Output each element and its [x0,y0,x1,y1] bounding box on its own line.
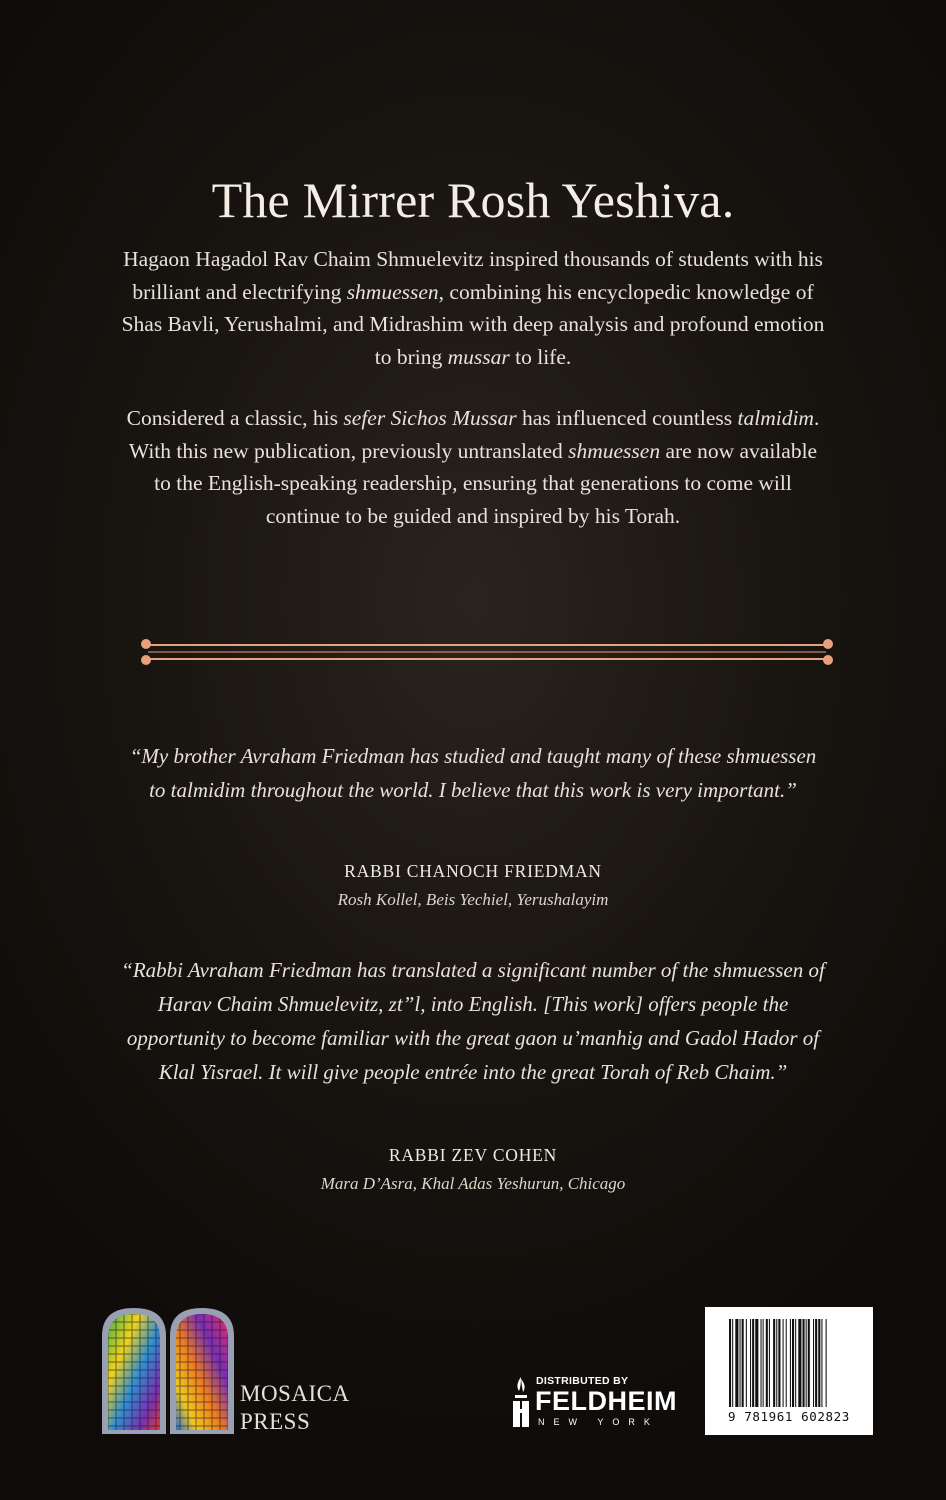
barcode-bar [752,1319,754,1407]
barcode-bar [813,1319,814,1407]
barcode-bars [727,1319,857,1407]
barcode-bar [826,1319,827,1407]
barcode-bar [732,1319,733,1407]
endorser-name-1: RABBI CHANOCH FRIEDMAN [344,861,602,881]
endorser-role-1: Rosh Kollel, Beis Yechiel, Yerushalayim [337,890,609,909]
barcode-bar [786,1319,787,1407]
barcode-bar [795,1319,796,1407]
isbn-number: 9 781961 602823 [728,1409,850,1424]
barcode-bar [778,1319,780,1407]
barcode-bar [735,1319,738,1407]
publisher-line-1: MOSAICA [240,1381,350,1406]
barcode-bar [806,1319,807,1407]
barcode-bar [821,1319,822,1407]
endorser-role-2: Mara D’Asra, Khal Adas Yeshurun, Chicago [320,1174,626,1193]
barcode-bar [746,1319,747,1407]
flame-candle-icon [510,1375,532,1429]
barcode-bar [803,1319,805,1407]
distributed-by-label: DISTRIBUTED BY [536,1375,629,1387]
distributor-city: NEW YORK [538,1417,659,1427]
barcode-bar [755,1319,758,1407]
distributor-name: FELDHEIM [535,1386,677,1416]
barcode-bar [792,1319,794,1407]
barcode-bar [729,1319,731,1407]
barcode-bar [808,1319,810,1407]
barcode-bar [798,1319,801,1407]
barcode-bar [740,1319,741,1407]
endorsement-quote-2: “Rabbi Avraham Friedman has translated a significant number of the shmuessen of Harav Chaim Shmuelevitz, zt”l, into English. [This work] offers people the opportunity to become familiar with the great gaon u’manhig and Gadol Hador of Klal Yisrael. It will give people entrée into the great Torah of Reb Chaim.” [121,958,825,1084]
back-cover-title: The Mirrer Rosh Yeshiva. [211,172,735,228]
publisher-line-2: PRESS [240,1409,311,1434]
barcode-bar [742,1319,744,1407]
barcode-bar [750,1319,751,1407]
feldheim-logo [510,1373,677,1433]
mosaica-press-logo [100,1306,240,1436]
isbn-barcode [705,1307,873,1435]
intro-paragraph-2: Considered a classic, his sefer Sichos Mussar has influenced countless talmidim. With this new publication, previously untranslated shmuessen are now available to the English-speaking readership, ensuring that generations to come will continue to be guided and inspired by his Torah. [126,406,820,528]
barcode-bar [769,1319,770,1407]
barcode-bar [761,1319,762,1407]
ornamental-divider [138,632,836,672]
intro-paragraph-1: Hagaon Hagadol Rav Chaim Shmuelevitz inspired thousands of students with his brilliant and electrifying shmuessen, combining his encyclopedic knowledge of Shas Bavli, Yerushalmi, and Midrashim with deep analysis and profound emotion to bring mussar to life. [121,247,825,369]
barcode-bar [818,1319,820,1407]
barcode-bar [766,1319,768,1407]
endorser-name-2: RABBI ZEV COHEN [388,1145,558,1165]
publisher-name [240,1380,350,1436]
barcode-bar [790,1319,791,1407]
barcode-bar [773,1319,775,1407]
barcode-bar [815,1319,817,1407]
endorsement-quote-1: “My brother Avraham Friedman has studied and taught many of these shmuessen to talmidim throughout the world. I believe that this work is very important.” [129,744,817,802]
barcode-bar [776,1319,777,1407]
barcode-bar [763,1319,764,1407]
barcode-bar [783,1319,784,1407]
